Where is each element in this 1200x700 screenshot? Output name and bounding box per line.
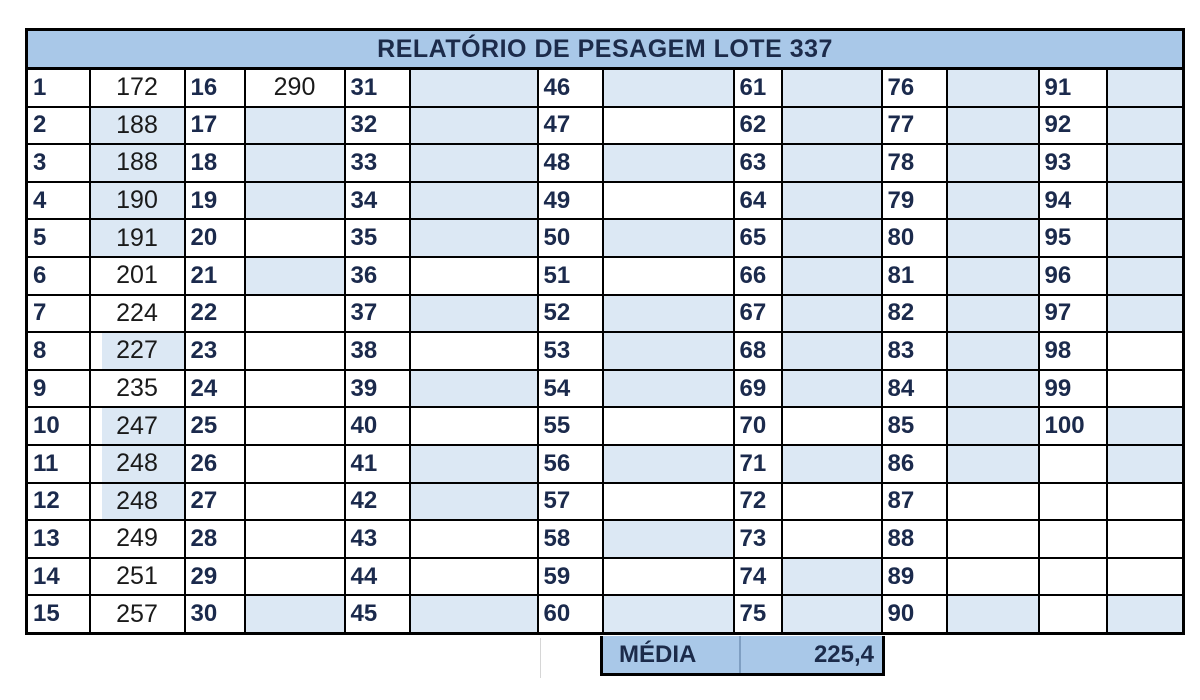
item-number: 90: [882, 595, 947, 633]
table-row: [27, 69, 1184, 107]
item-number: 19: [185, 182, 245, 220]
weight-value: [410, 407, 538, 445]
item-number: 52: [538, 295, 603, 333]
item-number: [1039, 595, 1107, 633]
weight-value: [603, 107, 734, 145]
weight-value: [947, 144, 1039, 182]
weight-value: [410, 445, 538, 483]
item-number: 4: [27, 182, 90, 220]
item-number: 54: [538, 370, 603, 408]
weight-value: 172: [90, 69, 185, 107]
item-number: 64: [734, 182, 782, 220]
weight-value: [245, 295, 345, 333]
item-number: 15: [27, 595, 90, 633]
item-number: 24: [185, 370, 245, 408]
item-number: 8: [27, 332, 90, 370]
weight-value: 227: [90, 332, 185, 370]
item-number: 31: [345, 69, 410, 107]
item-number: 12: [27, 483, 90, 521]
weight-value: [410, 558, 538, 596]
item-number: 7: [27, 295, 90, 333]
weight-value: [245, 483, 345, 521]
item-number: 60: [538, 595, 603, 633]
weight-value: [1107, 370, 1184, 408]
item-number: 69: [734, 370, 782, 408]
item-number: 93: [1039, 144, 1107, 182]
weight-value: [1107, 295, 1184, 333]
sheet-gridline: [540, 638, 541, 678]
weight-value: 248: [90, 445, 185, 483]
table-row: [27, 332, 1184, 370]
weight-value: [410, 219, 538, 257]
weight-value: 257: [90, 595, 185, 633]
weight-value: [410, 182, 538, 220]
table-row: [27, 295, 1184, 333]
item-number: 59: [538, 558, 603, 596]
item-number: 14: [27, 558, 90, 596]
item-number: 44: [345, 558, 410, 596]
weight-value: [947, 257, 1039, 295]
item-number: 81: [882, 257, 947, 295]
report-body: [27, 69, 1184, 634]
table-row: [27, 407, 1184, 445]
item-number: 18: [185, 144, 245, 182]
item-number: 49: [538, 182, 603, 220]
item-number: 98: [1039, 332, 1107, 370]
weight-value: [603, 69, 734, 107]
item-number: 41: [345, 445, 410, 483]
weight-value: [1107, 219, 1184, 257]
item-number: 50: [538, 219, 603, 257]
item-number: 96: [1039, 257, 1107, 295]
weight-value: [947, 558, 1039, 596]
table-row: [27, 558, 1184, 596]
average-label: MÉDIA: [619, 640, 697, 668]
weight-value: [947, 407, 1039, 445]
item-number: 71: [734, 445, 782, 483]
weight-value: [410, 295, 538, 333]
weight-value: [603, 219, 734, 257]
item-number: [1039, 520, 1107, 558]
weight-value: [782, 520, 882, 558]
item-number: 5: [27, 219, 90, 257]
weight-value: 251: [90, 558, 185, 596]
weight-value: [947, 370, 1039, 408]
weight-value: [782, 370, 882, 408]
item-number: 26: [185, 445, 245, 483]
weight-value: [782, 332, 882, 370]
weight-value: [410, 144, 538, 182]
item-number: 21: [185, 257, 245, 295]
item-number: 9: [27, 370, 90, 408]
item-number: 80: [882, 219, 947, 257]
item-number: [1039, 558, 1107, 596]
weight-value: [1107, 520, 1184, 558]
item-number: 53: [538, 332, 603, 370]
average-box: [600, 636, 885, 676]
weight-value: [245, 182, 345, 220]
weight-value: [603, 595, 734, 633]
item-number: 27: [185, 483, 245, 521]
item-number: 63: [734, 144, 782, 182]
weight-value: [947, 295, 1039, 333]
item-number: 43: [345, 520, 410, 558]
item-number: 36: [345, 257, 410, 295]
item-number: 89: [882, 558, 947, 596]
table-row: [27, 520, 1184, 558]
weight-value: [1107, 107, 1184, 145]
table-row: [27, 483, 1184, 521]
item-number: 45: [345, 595, 410, 633]
weight-value: [245, 257, 345, 295]
weight-value: [410, 595, 538, 633]
weight-value: [245, 520, 345, 558]
item-number: 94: [1039, 182, 1107, 220]
item-number: 39: [345, 370, 410, 408]
weight-value: 235: [90, 370, 185, 408]
weight-value: [603, 520, 734, 558]
item-number: 10: [27, 407, 90, 445]
item-number: 29: [185, 558, 245, 596]
item-number: 22: [185, 295, 245, 333]
weight-value: [603, 370, 734, 408]
weight-value: [947, 219, 1039, 257]
item-number: 6: [27, 257, 90, 295]
weight-value: [782, 257, 882, 295]
weight-value: [410, 69, 538, 107]
item-number: 79: [882, 182, 947, 220]
weight-value: [947, 182, 1039, 220]
weight-value: [782, 445, 882, 483]
weight-value: [603, 445, 734, 483]
item-number: 37: [345, 295, 410, 333]
item-number: 51: [538, 257, 603, 295]
weight-value: [410, 257, 538, 295]
item-number: 11: [27, 445, 90, 483]
item-number: 92: [1039, 107, 1107, 145]
weight-value: [1107, 257, 1184, 295]
weight-value: [245, 407, 345, 445]
weighing-report-table: [25, 28, 1185, 635]
average-divider: [739, 636, 741, 673]
item-number: 2: [27, 107, 90, 145]
weight-value: [782, 558, 882, 596]
weight-value: [947, 445, 1039, 483]
weight-value: [603, 182, 734, 220]
weight-value: 188: [90, 107, 185, 145]
item-number: 16: [185, 69, 245, 107]
item-number: 99: [1039, 370, 1107, 408]
item-number: 86: [882, 445, 947, 483]
item-number: 13: [27, 520, 90, 558]
item-number: 95: [1039, 219, 1107, 257]
item-number: 82: [882, 295, 947, 333]
weight-value: [245, 107, 345, 145]
item-number: 47: [538, 107, 603, 145]
weight-value: [947, 520, 1039, 558]
item-number: 77: [882, 107, 947, 145]
item-number: 42: [345, 483, 410, 521]
item-number: 68: [734, 332, 782, 370]
weight-value: [245, 595, 345, 633]
weight-value: [782, 219, 882, 257]
item-number: [1039, 483, 1107, 521]
item-number: 56: [538, 445, 603, 483]
item-number: 30: [185, 595, 245, 633]
item-number: 65: [734, 219, 782, 257]
weight-value: [782, 407, 882, 445]
item-number: 75: [734, 595, 782, 633]
weight-value: [1107, 595, 1184, 633]
weight-value: [1107, 483, 1184, 521]
weight-value: [245, 219, 345, 257]
weight-value: [1107, 69, 1184, 107]
item-number: 62: [734, 107, 782, 145]
weight-value: [1107, 407, 1184, 445]
item-number: [1039, 445, 1107, 483]
item-number: 87: [882, 483, 947, 521]
table-row: [27, 370, 1184, 408]
table-row: [27, 595, 1184, 633]
weight-value: [947, 332, 1039, 370]
weight-value: [603, 257, 734, 295]
item-number: 97: [1039, 295, 1107, 333]
item-number: 76: [882, 69, 947, 107]
weight-value: [603, 295, 734, 333]
weight-value: 224: [90, 295, 185, 333]
weight-value: [410, 370, 538, 408]
average-value: 225,4: [813, 640, 874, 668]
item-number: 85: [882, 407, 947, 445]
item-number: 61: [734, 69, 782, 107]
item-number: 46: [538, 69, 603, 107]
weight-value: 290: [245, 69, 345, 107]
weight-value: [603, 558, 734, 596]
weight-value: [410, 483, 538, 521]
item-number: 23: [185, 332, 245, 370]
weight-value: [410, 520, 538, 558]
item-number: 83: [882, 332, 947, 370]
report-title: RELATÓRIO DE PESAGEM LOTE 337: [27, 30, 1184, 69]
weight-value: [782, 69, 882, 107]
weight-value: [1107, 445, 1184, 483]
item-number: 34: [345, 182, 410, 220]
weight-value: [782, 107, 882, 145]
weight-value: 249: [90, 520, 185, 558]
weight-value: 190: [90, 182, 185, 220]
item-number: 55: [538, 407, 603, 445]
weight-value: 188: [90, 144, 185, 182]
table-row: [27, 219, 1184, 257]
item-number: 48: [538, 144, 603, 182]
table-row: [27, 107, 1184, 145]
item-number: 84: [882, 370, 947, 408]
item-number: 1: [27, 69, 90, 107]
item-number: 73: [734, 520, 782, 558]
weight-value: [245, 370, 345, 408]
item-number: 74: [734, 558, 782, 596]
item-number: 67: [734, 295, 782, 333]
weight-value: 191: [90, 219, 185, 257]
item-number: 35: [345, 219, 410, 257]
weight-value: [1107, 182, 1184, 220]
weight-value: [782, 182, 882, 220]
weight-value: [603, 332, 734, 370]
item-number: 32: [345, 107, 410, 145]
weight-value: [947, 69, 1039, 107]
item-number: 38: [345, 332, 410, 370]
weight-value: [782, 295, 882, 333]
weight-value: [603, 483, 734, 521]
item-number: 70: [734, 407, 782, 445]
item-number: 20: [185, 219, 245, 257]
weight-value: [245, 332, 345, 370]
weight-value: [245, 144, 345, 182]
weight-value: [947, 595, 1039, 633]
item-number: 40: [345, 407, 410, 445]
weight-value: [782, 144, 882, 182]
weight-value: [782, 483, 882, 521]
weight-value: [245, 445, 345, 483]
table-row: [27, 445, 1184, 483]
weight-value: [603, 407, 734, 445]
weight-value: [1107, 144, 1184, 182]
item-number: 25: [185, 407, 245, 445]
weight-value: 248: [90, 483, 185, 521]
weight-value: [782, 595, 882, 633]
weight-value: [1107, 332, 1184, 370]
table-row: [27, 257, 1184, 295]
item-number: 78: [882, 144, 947, 182]
item-number: 91: [1039, 69, 1107, 107]
weight-value: 201: [90, 257, 185, 295]
item-number: 28: [185, 520, 245, 558]
weight-value: [1107, 558, 1184, 596]
weight-value: [410, 107, 538, 145]
weight-value: [245, 558, 345, 596]
weight-value: [947, 483, 1039, 521]
item-number: 57: [538, 483, 603, 521]
item-number: 100: [1039, 407, 1107, 445]
table-row: [27, 144, 1184, 182]
item-number: 88: [882, 520, 947, 558]
item-number: 58: [538, 520, 603, 558]
weight-value: [410, 332, 538, 370]
item-number: 72: [734, 483, 782, 521]
table-row: [27, 182, 1184, 220]
item-number: 33: [345, 144, 410, 182]
weight-value: [603, 144, 734, 182]
weight-value: [947, 107, 1039, 145]
item-number: 3: [27, 144, 90, 182]
weight-value: 247: [90, 407, 185, 445]
item-number: 66: [734, 257, 782, 295]
item-number: 17: [185, 107, 245, 145]
